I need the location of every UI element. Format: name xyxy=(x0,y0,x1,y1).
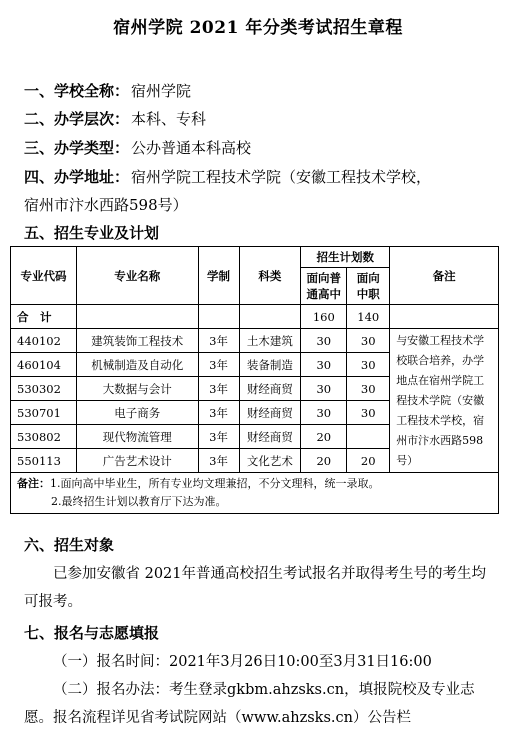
section-value: 宿州学院 xyxy=(131,82,192,100)
cell-plan-vocational xyxy=(347,425,390,449)
header-plan-high-school: 面向普通高中 xyxy=(301,268,347,305)
section-address xyxy=(24,166,431,187)
cell-name: 现代物流管理 xyxy=(76,425,198,449)
header-plan: 招生计划数 xyxy=(301,247,390,268)
page-title: 宿州学院 2021 年分类考试招生章程 xyxy=(113,18,403,38)
total-vocational: 140 xyxy=(347,305,390,329)
cell-name: 广告艺术设计 xyxy=(76,449,198,473)
cell-duration: 3年 xyxy=(198,353,239,377)
cell-plan-high-school: 30 xyxy=(301,401,347,425)
cell-plan-vocational: 30 xyxy=(347,329,390,353)
section-level xyxy=(24,108,206,129)
table-cell xyxy=(390,305,499,329)
cell-category: 财经商贸 xyxy=(239,425,301,449)
cell-name: 电子商务 xyxy=(76,401,198,425)
section-heading: 六、招生对象 xyxy=(24,536,115,554)
section-address-continued: 宿州市汴水西路598号） xyxy=(24,196,188,214)
cell-note: 与安徽工程技术学校联合培养，办学地点在宿州学院工程技术学院（安徽工程技术学校，宿州市汴水西路598号） xyxy=(390,329,499,473)
cell-plan-high-school: 30 xyxy=(301,353,347,377)
table-cell xyxy=(239,305,301,329)
cell-code: 530701 xyxy=(11,401,77,425)
table-total-row xyxy=(11,305,499,329)
section-plan xyxy=(24,222,159,243)
section-value: 公办普通本科高校 xyxy=(131,139,252,157)
enrollment-plan-table xyxy=(10,246,499,514)
section-applicants xyxy=(24,534,114,555)
section-heading: 二、办学层次： xyxy=(24,110,130,128)
cell-category: 文化艺术 xyxy=(239,449,301,473)
cell-code: 550113 xyxy=(11,449,77,473)
cell-duration: 3年 xyxy=(198,449,239,473)
cell-name: 大数据与会计 xyxy=(76,377,198,401)
section-heading: 四、办学地址： xyxy=(24,168,130,186)
cell-plan-vocational: 30 xyxy=(347,401,390,425)
table-header-row xyxy=(11,247,499,268)
footnote-line: 2.最终招生计划以教育厅下达为准。 xyxy=(51,495,227,508)
table-cell xyxy=(76,305,198,329)
footnote-line: 1.面向高中毕业生，所有专业均文理兼招，不分文理科，统一录取。 xyxy=(50,477,380,490)
cell-code: 530302 xyxy=(11,377,77,401)
table-cell xyxy=(198,305,239,329)
table-footnote xyxy=(11,473,499,514)
cell-plan-high-school: 20 xyxy=(301,449,347,473)
section-heading: 一、学校全称： xyxy=(24,82,130,100)
cell-category: 财经商贸 xyxy=(239,401,301,425)
cell-duration: 3年 xyxy=(198,425,239,449)
cell-category: 土木建筑 xyxy=(239,329,301,353)
cell-plan-vocational: 30 xyxy=(347,353,390,377)
header-category: 科类 xyxy=(239,247,301,305)
registration-time: （一）报名时间：2021年3月26日10:00至3月31日16:00 xyxy=(53,654,432,670)
table-row xyxy=(11,329,499,353)
cell-code: 530802 xyxy=(11,425,77,449)
table-footnote-row xyxy=(11,473,499,514)
header-plan-vocational: 面向中职 xyxy=(347,268,390,305)
cell-category: 装备制造 xyxy=(239,353,301,377)
footnote-label: 备注： xyxy=(17,477,50,490)
cell-code: 460104 xyxy=(11,353,77,377)
cell-plan-high-school: 30 xyxy=(301,329,347,353)
section-registration xyxy=(24,622,159,643)
cell-code: 440102 xyxy=(11,329,77,353)
header-code: 专业代码 xyxy=(11,247,77,305)
header-name: 专业名称 xyxy=(76,247,198,305)
cell-plan-high-school: 20 xyxy=(301,425,347,449)
registration-method: （二）报名办法：考生登录gkbm.ahzsks.cn，填报院校及专业志愿。报名流程详见省考试院网站（www.ahzsks.cn）公告栏 xyxy=(24,682,475,726)
cell-duration: 3年 xyxy=(198,377,239,401)
section-heading: 七、报名与志愿填报 xyxy=(24,624,160,642)
section-heading: 五、招生专业及计划 xyxy=(24,224,160,242)
section-value: 本科、专科 xyxy=(131,110,207,128)
total-high-school: 160 xyxy=(301,305,347,329)
cell-plan-vocational: 30 xyxy=(347,377,390,401)
section-school-name xyxy=(24,80,191,101)
header-duration: 学制 xyxy=(198,247,239,305)
cell-category: 财经商贸 xyxy=(239,377,301,401)
cell-duration: 3年 xyxy=(198,329,239,353)
cell-duration: 3年 xyxy=(198,401,239,425)
total-label: 合 计 xyxy=(11,305,77,329)
section-heading: 三、办学类型： xyxy=(24,139,130,157)
header-note: 备注 xyxy=(390,247,499,305)
cell-name: 建筑装饰工程技术 xyxy=(76,329,198,353)
cell-plan-vocational: 20 xyxy=(347,449,390,473)
applicants-paragraph: 已参加安徽省 2021年普通高校招生考试报名并取得考生号的考生均可报考。 xyxy=(24,566,487,610)
cell-plan-high-school: 30 xyxy=(301,377,347,401)
section-type xyxy=(24,137,251,158)
section-value: 宿州学院工程技术学院（安徽工程技术学校， xyxy=(131,168,432,186)
cell-name: 机械制造及自动化 xyxy=(76,353,198,377)
